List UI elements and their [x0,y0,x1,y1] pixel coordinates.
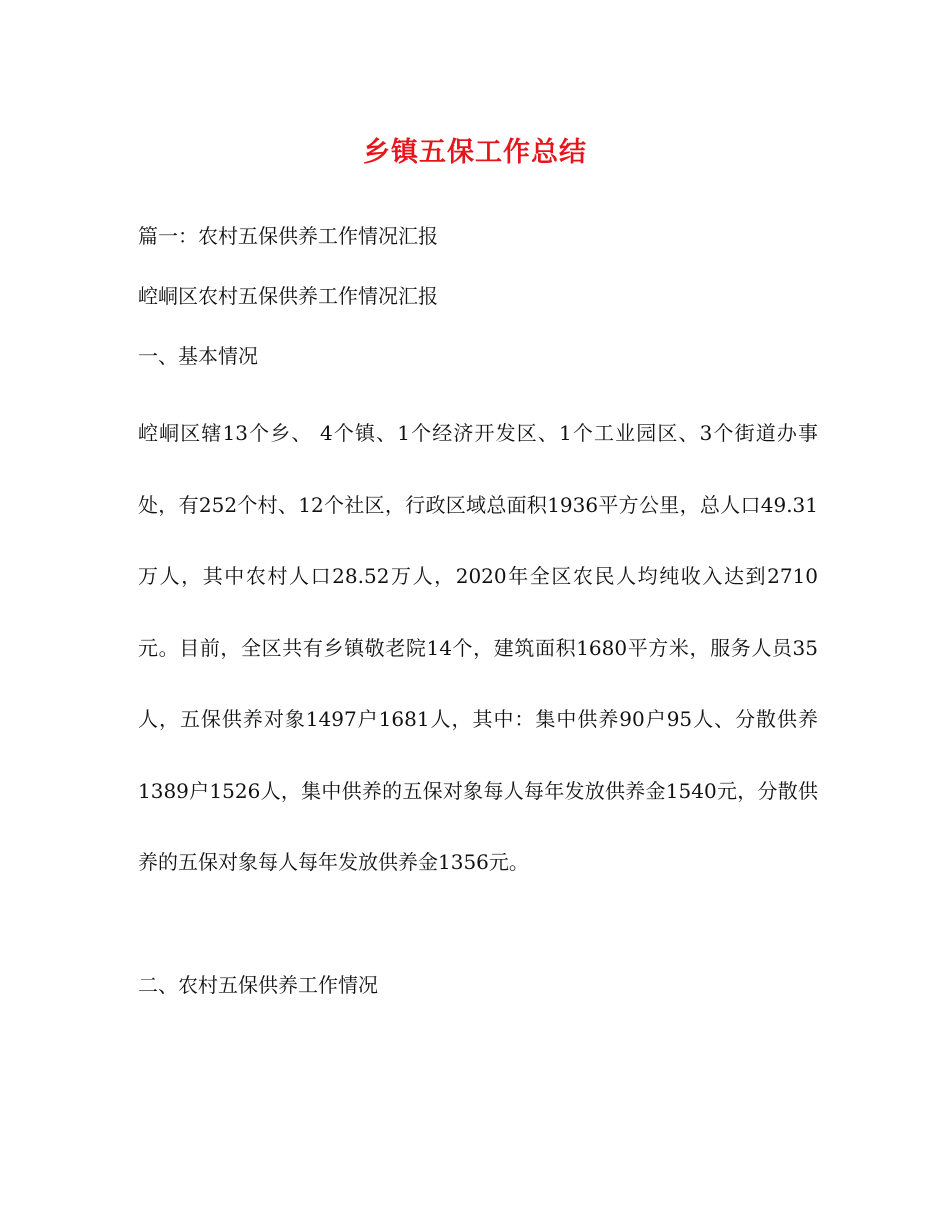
basic-situation-paragraph: 崆峒区辖13个乡、 4个镇、1个经济开发区、1个工业园区、3个街道办事处，有252个村、12个社区，行政区域总面积1936平方公里，总人口49.31万人，其中农村人口28.52万人，2020年全区农民人均纯收入达到2710 元。目前，全区共有乡镇敬老院14个，建筑面积1680平方米，服务人员35人，五保供养对象1497户1681人，其中：集中供养90户95人、分散供养1389户1526人，集中供养的五保对象每人每年发放供养金1540元，分散供养的五保对象每人每年发放供养金1356元。 [138,421,818,874]
report-heading: 崆峒区农村五保供养工作情况汇报 [138,284,438,308]
heading-part-one: 篇一：农村五保供养工作情况汇报 [138,224,438,248]
section-heading-basic-situation: 一、基本情况 [138,344,258,368]
document-title: 乡镇五保工作总结 [363,137,587,168]
section-heading-work-situation: 二、农村五保供养工作情况 [138,973,378,997]
